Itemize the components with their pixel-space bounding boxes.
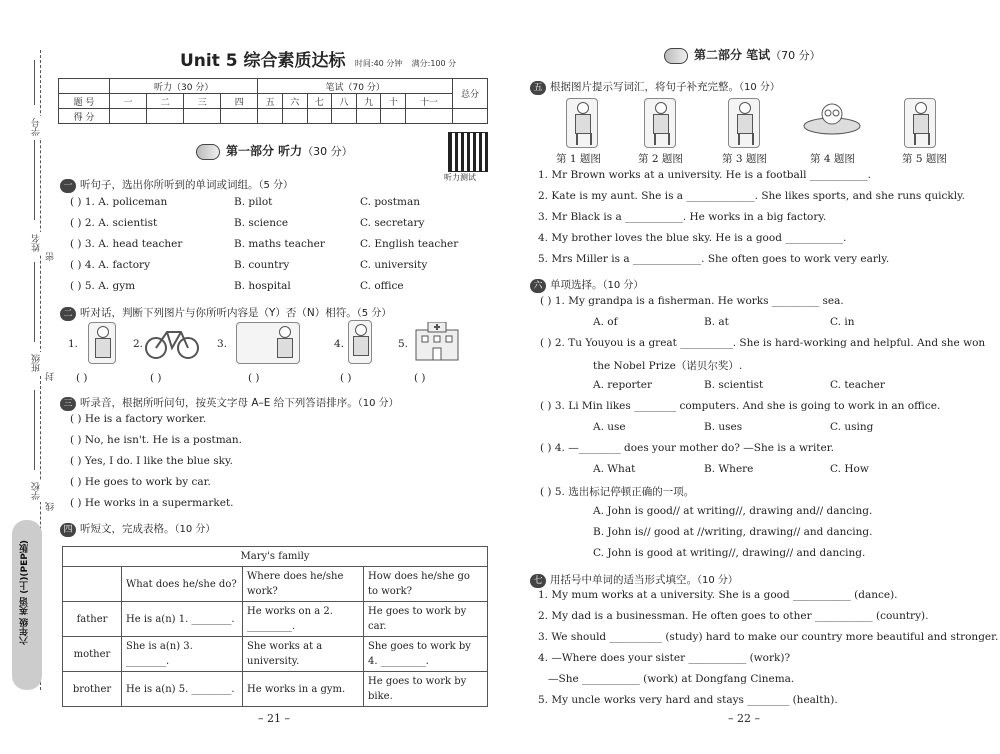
option-c: C. using — [830, 421, 874, 433]
scientist-lab-picture — [236, 322, 300, 364]
question-text[interactable]: ( ) 4. —________ does your mother do? —She is a writer. — [540, 442, 834, 454]
label-class: 班级 — [32, 354, 42, 372]
section-2-header: 二 听对话，判断下列图片与你所听内容是（Y）否（N）相符。（5 分） — [60, 304, 391, 321]
section-7-header: 七 用括号中单词的适当形式填空。（10 分） — [530, 571, 738, 588]
part2-title: 第二部分 笔试（70 分） — [664, 46, 821, 64]
col-number: 七 — [307, 94, 332, 109]
answer-blank[interactable]: ( ) — [340, 372, 352, 384]
qr-code-icon[interactable] — [448, 132, 488, 172]
score-cell[interactable] — [258, 109, 283, 124]
col-number: 五 — [258, 94, 283, 109]
fill-sentence[interactable]: 1. Mr Brown works at a university. He is a football ___________. — [538, 169, 871, 181]
col-number: 二 — [147, 94, 184, 109]
score-cell[interactable] — [381, 109, 406, 124]
fill-sentence[interactable]: 1. My mum works at a university. She is a good ___________ (dance). — [538, 589, 898, 601]
answer-blank[interactable]: ( ) — [414, 372, 426, 384]
section-1-header: 一 听句子，选出你所听到的单词或词组。（5 分） — [60, 176, 293, 193]
table-row: brother He is a(n) 5. ________. He works in a gym. He goes to work by bike. — [63, 672, 488, 707]
family-table — [62, 546, 488, 707]
answer-item[interactable]: ( ) Yes, I do. I like the blue sky. — [70, 455, 233, 467]
figure-caption: 第 4 题图 — [810, 153, 855, 165]
question-option-a[interactable]: ( ) 1. A. policeman — [70, 196, 168, 208]
question-option-b: B. country — [234, 259, 290, 271]
football-coach-picture — [566, 98, 598, 148]
table-row: father He is a(n) 1. ________. He works on a 2. _________. He goes to work by car. — [63, 602, 488, 637]
score-cell[interactable] — [147, 109, 184, 124]
score-cell[interactable] — [453, 109, 488, 124]
figure-caption: 第 5 题图 — [902, 153, 947, 165]
book-icon — [664, 48, 688, 64]
option-c: C. in — [830, 316, 855, 328]
figure-caption: 第 3 题图 — [722, 153, 767, 165]
section-6-header: 六 单项选择。（10 分） — [530, 276, 643, 293]
question-option-b: B. pilot — [234, 196, 273, 208]
question-text-cont: the Nobel Prize（诺贝尔奖）. — [593, 360, 743, 372]
fill-sentence[interactable]: 5. Mrs Miller is a _____________. She often goes to work very early. — [538, 253, 890, 265]
section-3-header: 三 听录音，根据所听问句，按英文字母 A–E 给下列答语排序。（10 分） — [60, 394, 399, 411]
seal-char: 密 — [46, 252, 56, 261]
option-c: C. John is good at writing//, drawing// and dancing. — [593, 547, 866, 559]
listen-header: 听力（30 分） — [110, 79, 258, 94]
question-option-c: C. secretary — [360, 217, 425, 229]
option-a: A. John is good// at writing//, drawing and// dancing. — [593, 505, 873, 517]
question-option-c: C. office — [360, 280, 404, 292]
headphones-icon — [196, 144, 220, 160]
score-cell[interactable] — [110, 109, 147, 124]
question-option-b: B. maths teacher — [234, 238, 325, 250]
question-option-a[interactable]: ( ) 3. A. head teacher — [70, 238, 183, 250]
picture-label: 2. — [133, 338, 144, 350]
page-title — [180, 46, 456, 71]
question-text[interactable]: ( ) 2. Tu Youyou is a great __________. She is hard-working and helpful. And she won — [540, 337, 986, 349]
bicycle-picture — [145, 324, 199, 360]
table-title: Mary's family — [63, 547, 488, 567]
option-c: C. How — [830, 463, 869, 475]
label-student-id: 学号 — [32, 118, 42, 136]
seal-char: 线 — [46, 502, 56, 511]
grade-badge-text: 六年级 英语 (上)(PEP版) — [20, 540, 30, 646]
column-header: What does he/she do? — [122, 567, 243, 602]
qr-label: 听力测试 — [444, 173, 476, 182]
section-5-header: 五 根据图片提示写词汇，将句子补充完整。（10 分） — [530, 78, 780, 95]
answer-blank[interactable]: ( ) — [150, 372, 162, 384]
score-cell[interactable] — [184, 109, 221, 124]
total-header: 总分 — [453, 79, 488, 109]
question-text[interactable]: ( ) 3. Li Min likes ________ computers. And she is going to work in an office. — [540, 400, 941, 412]
full-score: 满分:100 分 — [411, 59, 457, 68]
question-option-b: B. hospital — [234, 280, 291, 292]
score-cell[interactable] — [356, 109, 381, 124]
col-number: 十 — [381, 94, 406, 109]
row-label-score: 得 分 — [59, 109, 110, 124]
question-option-c: C. English teacher — [360, 238, 459, 250]
part1-title: 第一部分 听力（30 分） — [196, 142, 353, 160]
answer-blank[interactable]: ( ) — [248, 372, 260, 384]
question-option-c: C. university — [360, 259, 428, 271]
column-header: How does he/she go to work? — [364, 567, 488, 602]
option-a: A. What — [593, 463, 636, 475]
answer-blank[interactable]: ( ) — [76, 372, 88, 384]
page-number-left: – 21 – — [258, 712, 290, 725]
col-number: 六 — [282, 94, 307, 109]
fill-sentence[interactable]: —She ___________ (work) at Dongfang Cinema. — [548, 673, 795, 685]
option-a: A. use — [593, 421, 626, 433]
question-option-a[interactable]: ( ) 2. A. scientist — [70, 217, 158, 229]
seal-char: 封 — [46, 372, 56, 381]
factory-worker-picture — [728, 98, 760, 148]
fill-line — [34, 262, 35, 342]
option-b: B. uses — [704, 421, 743, 433]
runner-picture — [644, 98, 676, 148]
page-number-right: – 22 – — [728, 712, 760, 725]
question-option-a[interactable]: ( ) 4. A. factory — [70, 259, 151, 271]
question-text: ( ) 5. 选出标记停顿正确的一项。 — [540, 486, 695, 498]
answer-item[interactable]: ( ) He goes to work by car. — [70, 476, 211, 488]
exam-time: 时间:40 分钟 — [354, 59, 403, 68]
table-row: mother She is a(n) 3. ________. She works at a university. She goes to work by 4. _________. — [63, 637, 488, 672]
score-cell[interactable] — [221, 109, 258, 124]
picture-label: 5. — [398, 338, 409, 350]
postman-picture — [348, 320, 372, 364]
fill-sentence[interactable]: 4. My brother loves the blue sky. He is a good ___________. — [538, 232, 847, 244]
pilot-plane-picture — [802, 100, 862, 144]
empty-header — [63, 567, 122, 602]
fill-sentence[interactable]: 5. My uncle works very hard and stays ________ (health). — [538, 694, 838, 706]
option-b: B. at — [704, 316, 729, 328]
label-name: 姓名 — [32, 234, 42, 252]
figure-caption: 第 2 题图 — [638, 153, 683, 165]
fill-line — [34, 390, 35, 470]
worker-picture — [88, 322, 116, 364]
fill-line — [34, 60, 35, 105]
col-number: 一 — [110, 94, 147, 109]
col-number: 三 — [184, 94, 221, 109]
fill-sentence[interactable]: 4. —Where does your sister ___________ (work)? — [538, 652, 791, 664]
question-option-b: B. science — [234, 217, 289, 229]
fill-sentence[interactable]: 3. We should __________ (study) hard to make our country more beautiful and stronger. — [538, 631, 999, 643]
fill-sentence[interactable]: 2. Kate is my aunt. She is a _____________. She likes sports, and she runs quickly. — [538, 190, 965, 202]
col-number: 四 — [221, 94, 258, 109]
score-cell[interactable] — [307, 109, 332, 124]
picture-label: 4. — [334, 338, 345, 350]
column-header: Where does he/she work? — [243, 567, 364, 602]
score-cell[interactable] — [282, 109, 307, 124]
option-b: B. John is// good at //writing, drawing// and dancing. — [593, 526, 873, 538]
picture-label: 1. — [68, 338, 79, 350]
option-b: B. Where — [704, 463, 754, 475]
hospital-picture — [414, 322, 460, 362]
col-number: 十一 — [406, 94, 453, 109]
col-number: 九 — [356, 94, 381, 109]
write-header: 笔试（70 分） — [258, 79, 453, 94]
score-table — [58, 78, 488, 124]
unit-title: Unit 5 综合素质达标 — [180, 51, 346, 71]
option-a: A. of — [593, 316, 618, 328]
question-text[interactable]: ( ) 1. My grandpa is a fisherman. He works _________ sea. — [540, 295, 844, 307]
option-a: A. reporter — [593, 379, 653, 391]
row-label-number: 题 号 — [59, 94, 110, 109]
section-4-header: 四 听短文，完成表格。（10 分） — [60, 520, 215, 537]
option-b: B. scientist — [704, 379, 764, 391]
question-option-a[interactable]: ( ) 5. A. gym — [70, 280, 136, 292]
figure-caption: 第 1 题图 — [556, 153, 601, 165]
walker-picture — [904, 98, 936, 148]
picture-label: 3. — [217, 338, 228, 350]
fill-line — [34, 140, 35, 220]
grade-badge — [12, 520, 42, 690]
score-cell[interactable] — [406, 109, 453, 124]
label-school: 学校 — [32, 482, 42, 500]
answer-item[interactable]: ( ) No, he isn't. He is a postman. — [70, 434, 243, 446]
fill-sentence[interactable]: 2. My dad is a businessman. He often goes to other ___________ (country). — [538, 610, 929, 622]
answer-item[interactable]: ( ) He works in a supermarket. — [70, 497, 234, 509]
score-cell[interactable] — [332, 109, 357, 124]
col-number: 八 — [332, 94, 357, 109]
question-option-c: C. postman — [360, 196, 420, 208]
answer-item[interactable]: ( ) He is a factory worker. — [70, 413, 207, 425]
option-c: C. teacher — [830, 379, 885, 391]
fill-sentence[interactable]: 3. Mr Black is a ___________. He works in a big factory. — [538, 211, 827, 223]
